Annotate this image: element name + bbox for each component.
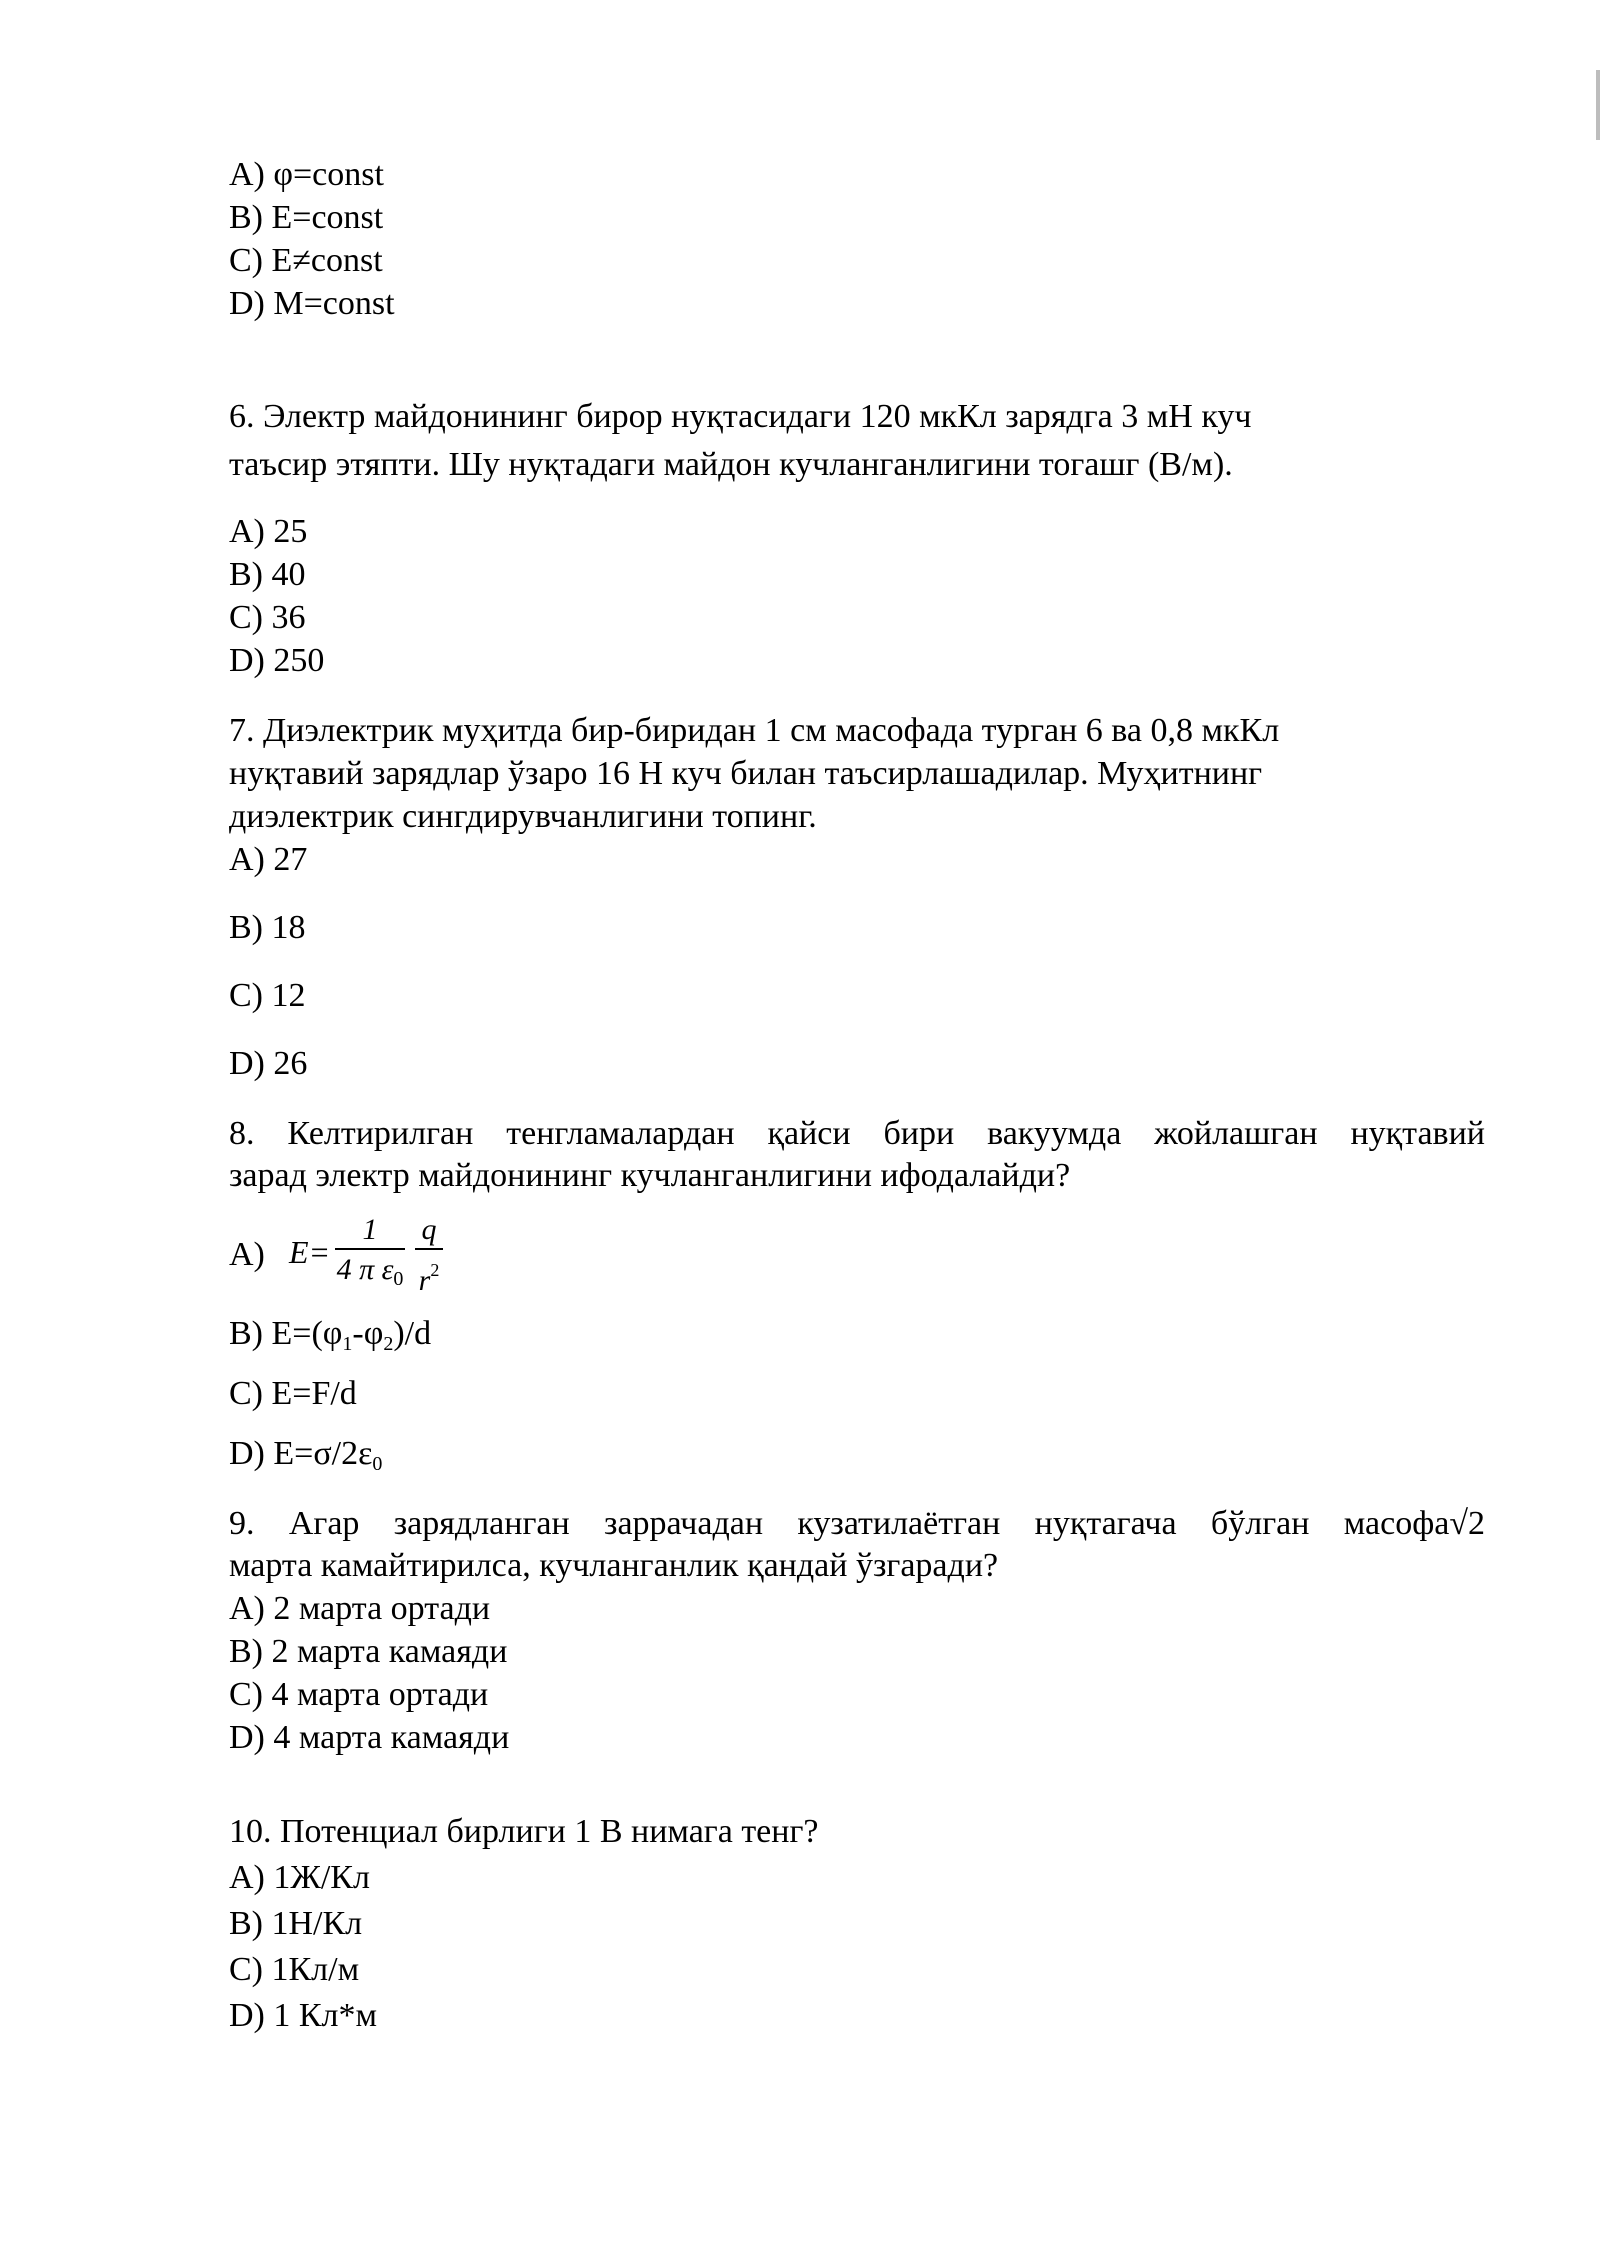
q5-option-a: A) φ=const (229, 156, 384, 193)
page-edge-shadow (1596, 70, 1600, 140)
q8-option-b-pre: B) E=(φ (229, 1315, 343, 1352)
q9-option-a: A) 2 марта ортади (229, 1590, 491, 1627)
q8-option-b-post: )/d (393, 1315, 432, 1352)
formula-fraction-charge (415, 1212, 443, 1299)
formula-den-r: r (418, 1264, 431, 1297)
q10-option-b: B) 1Н/Кл (229, 1905, 363, 1942)
q7-text-line1: 7. Диэлектрик муҳитда бир-биридан 1 см масофада турган 6 ва 0,8 мкКл (229, 712, 1280, 749)
q10-option-a: A) 1Ж/Кл (229, 1859, 370, 1896)
q6-text-line2: таъсир этяпти. Шу нуқтадаги майдон кучланганлигини тогашг (В/м). (229, 446, 1233, 483)
formula-denominator-2 (415, 1248, 443, 1299)
formula-numerator-1: 1 (362, 1213, 378, 1246)
q8-option-c: C) E=F/d (229, 1375, 357, 1412)
q8-option-d (229, 1434, 382, 1484)
q9-option-d: D) 4 марта камаяди (229, 1719, 510, 1756)
q5-option-b: B) E=const (229, 199, 384, 236)
q6-text-line1: 6. Электр майдонининг бирор нуқтасидаги 120 мкКл зарядга 3 мН куч (229, 398, 1252, 435)
formula-den-four: 4 (336, 1253, 352, 1286)
q7-option-b: B) 18 (229, 909, 306, 946)
q8-option-b-sub2: 2 (383, 1333, 394, 1355)
q8-option-a-label: A) (229, 1236, 265, 1273)
q9-option-c: C) 4 марта ортади (229, 1676, 489, 1713)
q7-text-line3: диэлектрик сингдирувчанлигини топинг. (229, 798, 817, 835)
q8-option-b-sub1: 1 (342, 1333, 353, 1355)
q8-option-d-pre: D) E=σ/2ε (229, 1435, 373, 1472)
q9-text-line2: марта камайтирилса, кучланганлик қандай ўзгаради? (229, 1547, 999, 1584)
q6-option-d: D) 250 (229, 642, 325, 679)
q6-option-a: A) 25 (229, 513, 308, 550)
q8-text-line2: зарад электр майдонининг кучланганлигини ифодалайди? (229, 1157, 1071, 1194)
formula-den-epsilon-sub: 0 (393, 1268, 404, 1290)
q7-text-line2: нуқтавий зарядлар ўзаро 16 Н куч билан таъсирлашадилар. Муҳитнинг (229, 755, 1263, 792)
formula-lhs: E= (289, 1234, 331, 1270)
formula-fraction-coefficient (335, 1212, 405, 1297)
q6-option-b: B) 40 (229, 556, 306, 593)
q9-option-b: B) 2 марта камаяди (229, 1633, 508, 1670)
formula-den-r-sup: 2 (430, 1260, 440, 1280)
q10-option-c: C) 1Кл/м (229, 1951, 360, 1988)
q10-option-d: D) 1 Кл*м (229, 1997, 378, 2034)
q8-text-line1: 8. Келтирилган тенгламалардан қайси бири вакуумда жойлашган нуқтавий (229, 1115, 1485, 1152)
q8-option-d-sub: 0 (372, 1453, 383, 1475)
q5-option-d: D) M=const (229, 285, 395, 322)
formula-numerator-2: q (421, 1213, 437, 1246)
q5-option-c: C) E≠const (229, 242, 383, 279)
formula-denominator-1 (335, 1248, 405, 1297)
formula-den-epsilon: ε (381, 1253, 394, 1286)
formula-den-pi: π (359, 1253, 375, 1286)
q8-option-b-mid: -φ (352, 1315, 384, 1352)
q10-text: 10. Потенциал бирлиги 1 В нимага тенг? (229, 1813, 819, 1850)
q6-option-c: C) 36 (229, 599, 306, 636)
q9-text-line1: 9. Агар зарядланган заррачадан кузатилаётган нуқтагача бўлган масофа√2 (229, 1505, 1485, 1542)
q7-option-a: A) 27 (229, 841, 308, 878)
q7-option-d: D) 26 (229, 1045, 308, 1082)
q7-option-c: C) 12 (229, 977, 306, 1014)
q8-option-b (229, 1314, 431, 1364)
